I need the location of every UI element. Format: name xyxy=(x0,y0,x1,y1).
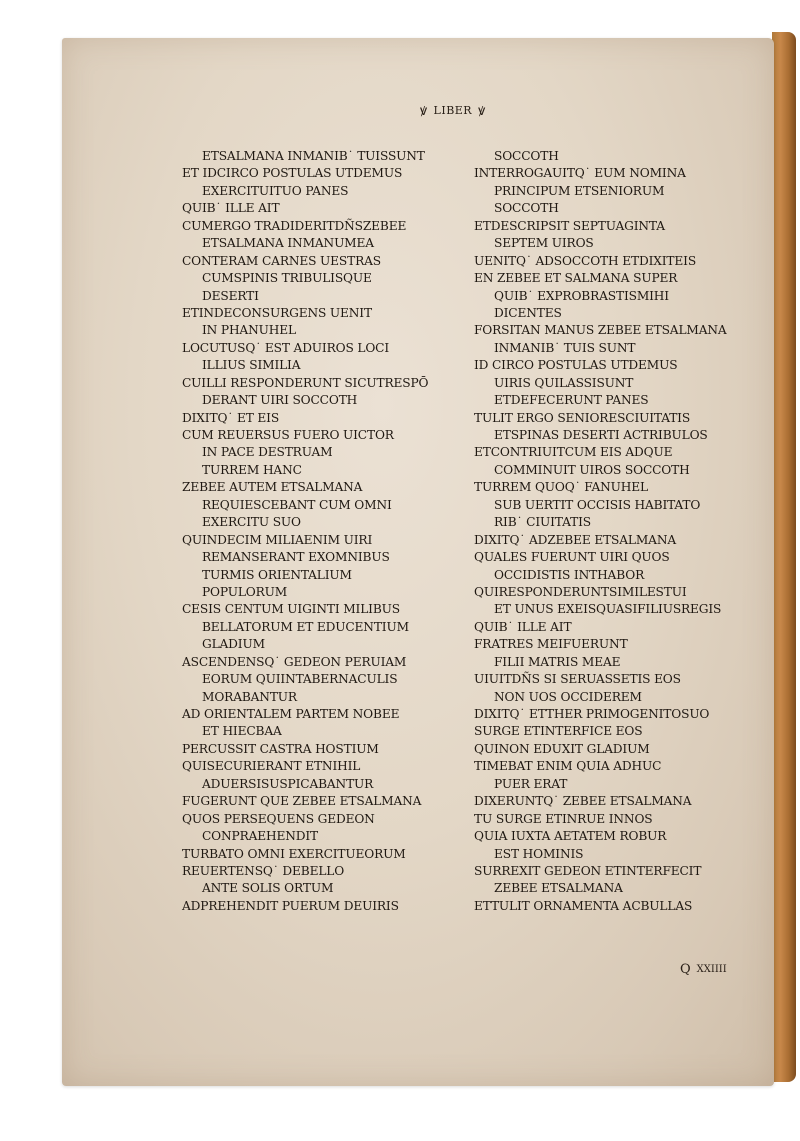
text-line: DIXITQ˙ ETTHER PRIMOGENITOSUO xyxy=(474,707,710,721)
text-line: CUM REUERSUS FUERO UICTOR xyxy=(182,428,394,442)
text-line: CESIS CENTUM UIGINTI MILIBUS xyxy=(182,602,400,617)
text-line: ET HIECBAA xyxy=(202,724,282,739)
quire-mark: Q xyxy=(680,962,691,977)
text-line: ILLIUS SIMILIA xyxy=(202,358,301,373)
text-line: SURGE ETINTERFICE EOS xyxy=(474,724,643,739)
text-line: DERANT UIRI SOCCOTH xyxy=(202,393,358,408)
text-line: EXERCITU SUO xyxy=(202,515,301,530)
book-spine-edge xyxy=(772,32,796,1082)
text-line: QUOS PERSEQUENS GEDEON xyxy=(182,811,375,826)
text-line: OCCIDISTIS INTHABOR xyxy=(494,567,645,582)
text-line: BELLATORUM ET EDUCENTIUM xyxy=(202,619,409,634)
text-line: LOCUTUSQ˙ EST ADUIROS LOCI xyxy=(182,340,390,355)
text-line: QUINDECIM MILIAENIM UIRI xyxy=(182,532,373,547)
text-line: REQUIESCEBANT CUM OMNI xyxy=(202,497,392,512)
quire-number: XXIIII xyxy=(696,964,727,975)
text-line: SUB UERTIT OCCISIS HABITATO xyxy=(494,497,701,512)
text-line: TULIT ERGO SENIORESCIUITATIS xyxy=(474,410,691,425)
text-line: PERCUSSIT CASTRA HOSTIUM xyxy=(182,741,379,756)
running-header xyxy=(420,100,486,120)
text-line: GLADIUM xyxy=(202,637,265,652)
text-line: MORABANTUR xyxy=(202,689,297,704)
text-line: REMANSERANT EXOMNIBUS xyxy=(202,550,390,565)
text-line: QUIB˙ EXPROBRASTISMIHI xyxy=(494,288,669,303)
header-ornament-left: ꝟ xyxy=(420,102,428,119)
text-line: INMANIB˙ TUIS SUNT xyxy=(494,340,636,355)
text-line: SURREXIT GEDEON ETINTERFECIT xyxy=(474,863,702,878)
text-line: QUIRESPONDERUNTSIMILESTUI xyxy=(474,584,687,599)
text-line: RIB˙ CIUITATIS xyxy=(494,515,591,530)
text-line: TURREM HANC xyxy=(202,462,302,477)
text-line: CUILLI RESPONDERUNT SICUTRESPŌ xyxy=(182,375,429,390)
text-line: FRATRES MEIFUERUNT xyxy=(474,637,628,652)
text-line: FORSITAN MANUS ZEBEE ETSALMANA xyxy=(474,323,727,338)
text-line: QUIB˙ ILLE AIT xyxy=(182,201,280,216)
text-line: TIMEBAT ENIM QUIA ADHUC xyxy=(474,759,662,774)
text-line: CUMSPINIS TRIBULISQUE xyxy=(202,271,372,286)
text-line: EST HOMINIS xyxy=(494,846,584,861)
text-line: PRINCIPUM ETSENIORUM xyxy=(494,183,665,198)
text-line: DIXITQ˙ ADZEBEE ETSALMANA xyxy=(474,532,676,547)
text-line: UENITQ˙ ADSOCCOTH ETDIXITEIS xyxy=(474,253,697,268)
text-line: QUIB˙ ILLE AIT xyxy=(474,619,572,634)
text-line: CUMERGO TRADIDERITDÑSZEBEE xyxy=(182,218,407,233)
text-line: TURMIS ORIENTALIUM xyxy=(202,567,352,582)
text-line: PUER ERAT xyxy=(494,776,568,791)
text-line: ETSALMANA INMANIB˙ TUISSUNT xyxy=(202,149,425,163)
text-line: QUISECURIERANT ETNIHIL xyxy=(182,759,361,774)
text-line: ASCENDENSQ˙ GEDEON PERUIAM xyxy=(182,654,407,669)
text-line: DICENTES xyxy=(494,305,562,320)
text-line: EN ZEBEE ET SALMANA SUPER xyxy=(474,271,678,286)
text-line: IN PHANUHEL xyxy=(202,323,296,338)
text-line: TURBATO OMNI EXERCITUEORUM xyxy=(182,846,406,861)
text-line: ET IDCIRCO POSTULAS UTDEMUS xyxy=(182,166,403,181)
text-line: ETDESCRIPSIT SEPTUAGINTA xyxy=(474,218,665,233)
text-line: DESERTI xyxy=(202,288,259,303)
text-line: TU SURGE ETINRUE INNOS xyxy=(474,811,653,826)
text-line: ETCONTRIUITCUM EIS ADQUE xyxy=(474,445,673,460)
text-line: QUIA IUXTA AETATEM ROBUR xyxy=(474,829,667,844)
text-line: UIUITDÑS SI SERUASSETIS EOS xyxy=(474,672,681,687)
text-line: DIXITQ˙ ET EIS xyxy=(182,410,280,425)
text-line: IN PACE DESTRUAM xyxy=(202,445,333,460)
text-line: ETINDECONSURGENS UENIT xyxy=(182,305,372,320)
text-line: QUINON EDUXIT GLADIUM xyxy=(474,741,650,756)
text-line: CONTERAM CARNES UESTRAS xyxy=(182,253,381,268)
text-line: POPULORUM xyxy=(202,584,288,599)
text-line: ANTE SOLIS ORTUM xyxy=(202,881,334,896)
text-line: DIXERUNTQ˙ ZEBEE ETSALMANA xyxy=(474,794,692,809)
text-line: EXERCITUITUO PANES xyxy=(202,183,349,198)
text-line: CONPRAEHENDIT xyxy=(202,829,319,844)
text-line: UIRIS QUILASSISUNT xyxy=(494,375,634,390)
text-line: ETSALMANA INMANUMEA xyxy=(202,236,374,251)
text-line: QUALES FUERUNT UIRI QUOS xyxy=(474,550,670,565)
header-ornament-right: ꝟ xyxy=(478,102,486,119)
left-text-column xyxy=(182,148,432,915)
text-line: ZEBEE AUTEM ETSALMANA xyxy=(182,480,363,495)
text-line: INTERROGAUITQ˙ EUM NOMINA xyxy=(474,166,686,181)
text-line: ETDEFECERUNT PANES xyxy=(494,393,649,408)
text-line: ET UNUS EXEISQUASIFILIUSREGIS xyxy=(494,602,722,617)
text-line: FUGERUNT QUE ZEBEE ETSALMANA xyxy=(182,794,422,809)
text-line: COMMINUIT UIROS SOCCOTH xyxy=(494,462,690,477)
text-line: AD ORIENTALEM PARTEM NOBEE xyxy=(182,707,400,721)
text-line: FILII MATRIS MEAE xyxy=(494,654,621,669)
text-line: REUERTENSQ˙ DEBELLO xyxy=(182,863,345,878)
text-line: EORUM QUIINTABERNACULIS xyxy=(202,672,398,687)
text-line: ETTULIT ORNAMENTA ACBULLAS xyxy=(474,898,693,913)
text-line: ID CIRCO POSTULAS UTDEMUS xyxy=(474,358,678,373)
text-line: TURREM QUOQ˙ FANUHEL xyxy=(474,480,648,495)
text-line: ADUERSISUSPICABANTUR xyxy=(202,776,374,791)
text-line: SOCCOTH xyxy=(494,201,559,216)
quire-signature xyxy=(680,962,727,977)
text-line: SEPTEM UIROS xyxy=(494,236,594,251)
right-text-column xyxy=(474,148,744,915)
text-line: ADPREHENDIT PUERUM DEUIRIS xyxy=(182,898,399,913)
text-line: ETSPINAS DESERTI ACTRIBULOS xyxy=(494,428,708,442)
header-title: LIBER xyxy=(433,103,473,117)
text-line: NON UOS OCCIDEREM xyxy=(494,689,642,704)
text-line: SOCCOTH xyxy=(494,149,559,163)
text-line: ZEBEE ETSALMANA xyxy=(494,881,623,896)
